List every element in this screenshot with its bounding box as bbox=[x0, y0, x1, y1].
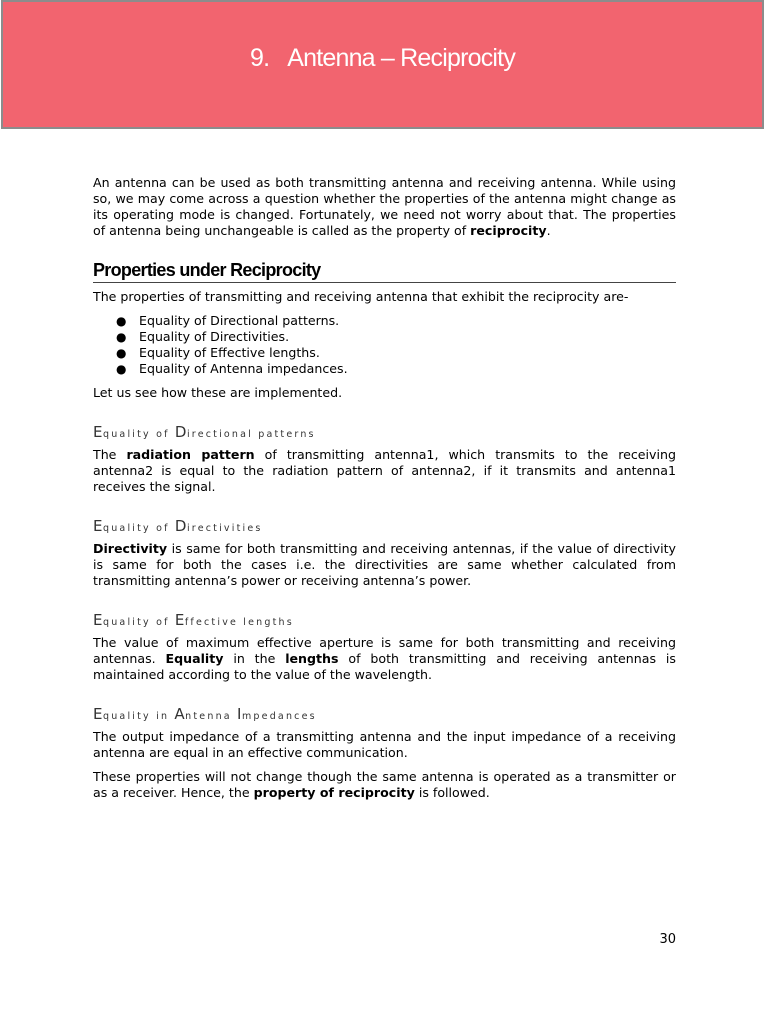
heading-cap: D bbox=[174, 517, 187, 535]
intro-paragraph bbox=[93, 175, 676, 239]
directional-patterns-paragraph bbox=[93, 447, 676, 495]
subheading-antenna-impedances bbox=[93, 705, 676, 726]
bullet-icon: ● bbox=[116, 346, 127, 360]
subheading-effective-lengths bbox=[93, 611, 676, 632]
heading-cap: E bbox=[93, 517, 103, 535]
bold-text: property of reciprocity bbox=[253, 785, 415, 800]
subheading-directional-patterns bbox=[93, 423, 676, 444]
heading-part: quality of bbox=[102, 523, 175, 534]
final-paragraph bbox=[93, 769, 676, 801]
chapter-title-text: Antenna – Reciprocity bbox=[287, 44, 516, 72]
bold-text: radiation pattern bbox=[126, 447, 255, 462]
list-item bbox=[116, 361, 676, 377]
list-item-text: Equality of Directivities. bbox=[139, 329, 290, 344]
text: These properties will not change though the same antenna is operated as a transmitter or as a receiver. Hence, the bbox=[93, 769, 676, 800]
heading-cap: E bbox=[93, 423, 103, 441]
heading-cap: I bbox=[237, 705, 242, 723]
bold-text: lengths bbox=[285, 651, 339, 666]
bullet-icon: ● bbox=[116, 314, 127, 328]
directivities-paragraph bbox=[93, 541, 676, 589]
chapter-title bbox=[3, 44, 762, 73]
heading-part: mpedances bbox=[241, 711, 317, 722]
heading-cap: E bbox=[93, 611, 103, 629]
heading-part: ntenna bbox=[185, 711, 238, 722]
intro-bold: reciprocity bbox=[470, 223, 547, 238]
list-item-text: Equality of Effective lengths. bbox=[139, 345, 320, 360]
antenna-impedances-paragraph: The output impedance of a transmitting antenna and the input impedance of a receiving antenna are equal in an effective communication. bbox=[93, 729, 676, 760]
text: in the bbox=[223, 651, 286, 666]
heading-part: quality of bbox=[102, 617, 175, 628]
intro-text: An antenna can be used as both transmitting antenna and receiving antenna. While using so, we may come across a question whether the properties of the antenna might change as its operating mode is changed. Fortunately, we need not worry about that. The properties of antenna being unchangeable is called as the property of bbox=[93, 175, 676, 238]
page-content bbox=[93, 175, 676, 801]
text: is same for both transmitting and receiving antennas, if the value of directivity is same for both the cases i.e. the directivities are same whether calculated from transmitting antenna’s power or receiving antenna’s power. bbox=[93, 541, 676, 588]
heading-cap: E bbox=[174, 611, 185, 629]
section-heading: Properties under Reciprocity bbox=[93, 259, 676, 283]
text: The value of maximum effective aperture is same for both transmitting and receiving antennas. bbox=[93, 635, 676, 666]
bold-text: Equality bbox=[165, 651, 224, 666]
heading-part: quality in bbox=[102, 711, 175, 722]
effective-lengths-paragraph bbox=[93, 635, 676, 683]
heading-cap: E bbox=[93, 705, 103, 723]
bullet-icon: ● bbox=[116, 362, 127, 376]
intro-end: . bbox=[546, 223, 551, 238]
page-number: 30 bbox=[659, 932, 676, 947]
heading-part: irectional patterns bbox=[186, 429, 316, 440]
bullet-list bbox=[93, 313, 676, 377]
heading-part: quality of bbox=[102, 429, 175, 440]
heading-cap: D bbox=[174, 423, 187, 441]
subheading-directivities bbox=[93, 517, 676, 538]
chapter-number: 9. bbox=[249, 44, 270, 72]
list-item-text: Equality of Antenna impedances. bbox=[139, 361, 348, 376]
text: of transmitting antenna1, which transmits to the receiving antenna2 is equal to the radiation pattern of antenna2, if it transmits and antenna1 receives the signal. bbox=[93, 447, 676, 494]
section-lead: The properties of transmitting and receiving antenna that exhibit the reciprocity are- bbox=[93, 289, 629, 304]
text: of both transmitting and receiving antennas is maintained according to the value of the wavelength. bbox=[93, 651, 676, 682]
heading-part: irectivities bbox=[186, 523, 263, 534]
bold-text: Directivity bbox=[93, 541, 168, 556]
see-paragraph: Let us see how these are implemented. bbox=[93, 385, 343, 400]
list-item bbox=[116, 329, 676, 345]
text: The bbox=[93, 447, 127, 462]
bullet-icon: ● bbox=[116, 330, 127, 344]
list-item-text: Equality of Directional patterns. bbox=[139, 313, 340, 328]
list-item bbox=[116, 345, 676, 361]
text: is followed. bbox=[414, 785, 490, 800]
heading-part: ffective lengths bbox=[184, 617, 294, 628]
chapter-banner bbox=[1, 0, 764, 129]
list-item bbox=[116, 313, 676, 329]
heading-cap: A bbox=[174, 705, 186, 723]
